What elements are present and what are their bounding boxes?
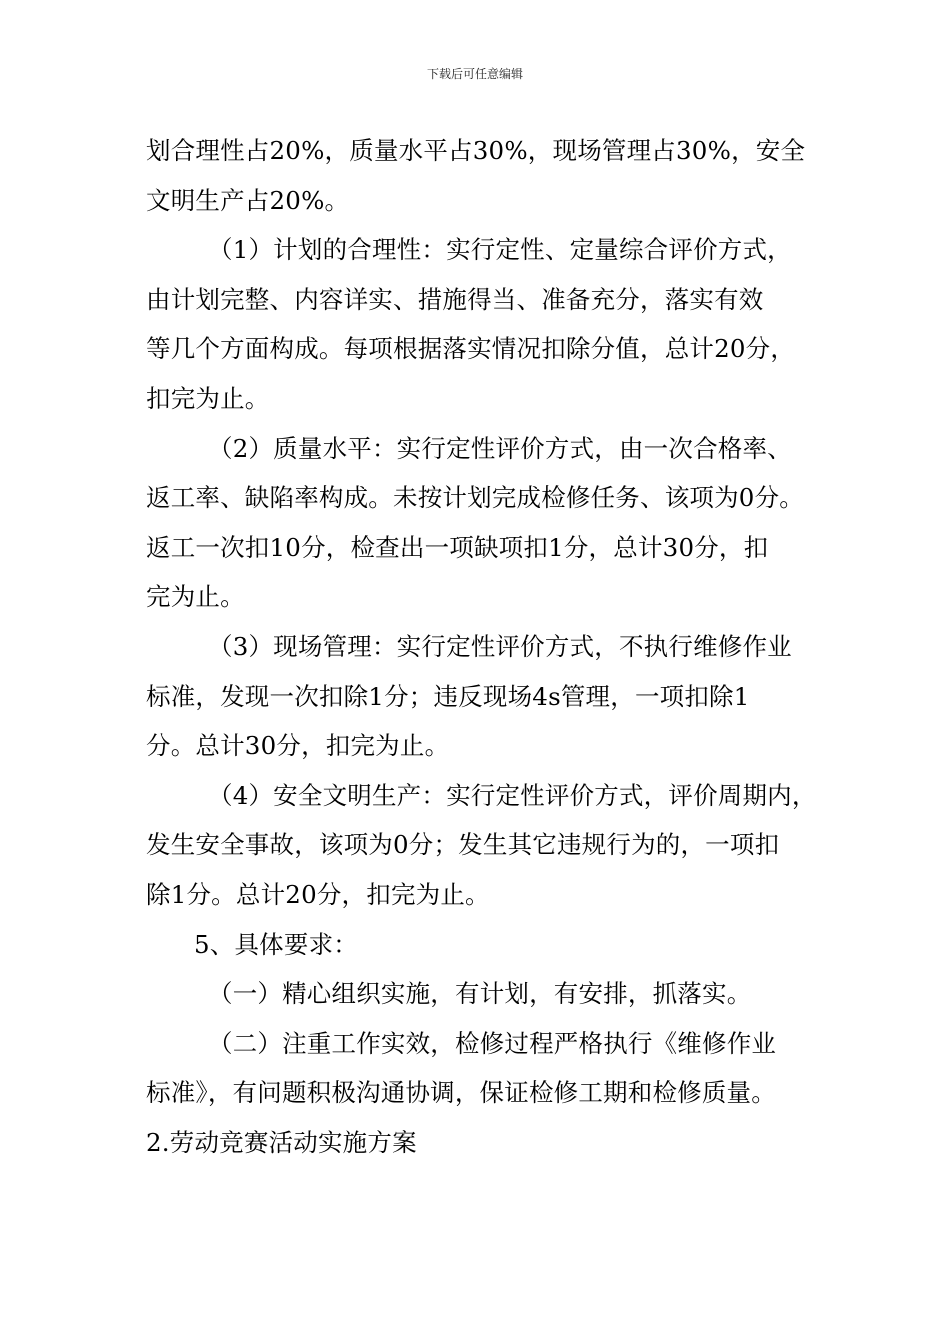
text-line-9: 返工一次扣10分，检查出一项缺项扣1分，总计30分，扣 bbox=[146, 532, 769, 562]
text-line-15: 发生安全事故，该项为0分；发生其它违规行为的，一项扣 bbox=[146, 830, 780, 860]
section-heading-plan: 2.劳动竞赛活动实施方案 bbox=[146, 1127, 417, 1157]
text-line-13: 分。总计30分，扣完为止。 bbox=[146, 731, 450, 761]
text-line-16: 除1分。总计20分，扣完为止。 bbox=[146, 879, 490, 909]
document-body bbox=[146, 126, 821, 1167]
text-line-10: 完为止。 bbox=[146, 582, 245, 612]
text-line-3: （1）计划的合理性：实行定性、定量综合评价方式， bbox=[208, 235, 792, 265]
text-line-1: 划合理性占20%，质量水平占30%，现场管理占30%，安全 bbox=[146, 136, 806, 165]
page-header-note: 下载后可任意编辑 bbox=[426, 67, 523, 81]
text-line-18: （一）精心组织实施，有计划，有安排，抓落实。 bbox=[208, 979, 752, 1009]
text-line-11: （3）现场管理：实行定性评价方式，不执行维修作业 bbox=[208, 631, 792, 661]
text-line-8: 返工率、缺陷率构成。未按计划完成检修任务、该项为0分。 bbox=[146, 483, 804, 513]
text-line-20: 标准》，有问题积极沟通协调，保证检修工期和检修质量。 bbox=[146, 1078, 776, 1108]
text-line-2: 文明生产占20%。 bbox=[146, 185, 350, 215]
section-heading-requirements: 5、具体要求： bbox=[194, 929, 358, 959]
text-line-14: （4）安全文明生产：实行定性评价方式，评价周期内， bbox=[208, 780, 817, 810]
text-line-6: 扣完为止。 bbox=[146, 383, 270, 413]
text-line-4: 由计划完整、内容详实、措施得当、准备充分，落实有效 bbox=[146, 284, 764, 314]
text-line-7: （2）质量水平：实行定性评价方式，由一次合格率、 bbox=[208, 433, 792, 463]
text-line-19: （二）注重工作实效，检修过程严格执行《维修作业 bbox=[208, 1028, 777, 1058]
text-line-5: 等几个方面构成。每项根据落实情况扣除分值，总计20分， bbox=[146, 334, 796, 364]
text-line-12: 标准，发现一次扣除1分；违反现场4s管理，一项扣除1 bbox=[146, 681, 750, 711]
